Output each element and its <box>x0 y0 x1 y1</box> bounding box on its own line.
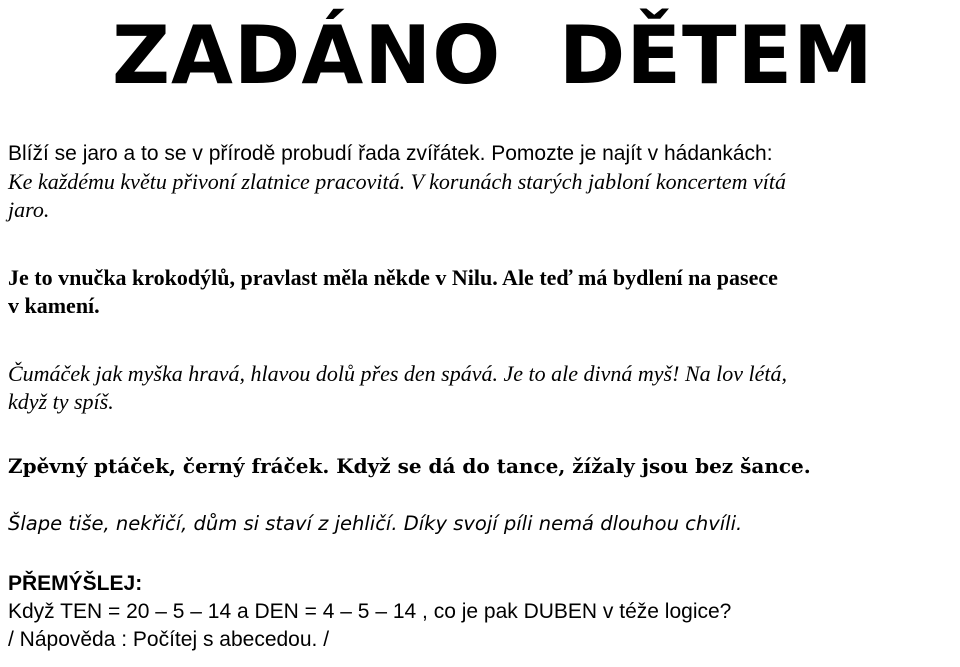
page-title: ZADÁNO DĚTEM <box>112 9 874 102</box>
riddle-bat <box>8 360 956 416</box>
intro-text: Blíží se jaro a to se v přírodě probudí řada zvířátek. Pomozte je najít v hádankách: <box>8 142 773 165</box>
riddle-text-line: Je to vnučka krokodýlů, pravlast měla někde v Nilu. Ale teď má bydlení na pasece <box>8 265 778 290</box>
riddle-text-line: když ty spíš. <box>8 389 114 414</box>
riddle-lizard <box>8 264 956 320</box>
puzzle-hint: / Nápověda : Počítej s abecedou. / <box>8 628 330 651</box>
riddle-text-line: jaro. <box>8 197 50 222</box>
riddle-text-line: Zpěvný ptáček, černý fráček. Když se dá do tance, žížaly jsou bez šance. <box>8 454 811 478</box>
intro-paragraph <box>8 140 956 168</box>
puzzle-question: Když TEN = 20 – 5 – 14 a DEN = 4 – 5 – 14 , co je pak DUBEN v téže logice? <box>8 600 732 623</box>
riddle-text-line: Ke každému květu přivoní zlatnice pracovitá. V korunách starých jabloní koncertem vítá <box>8 169 786 194</box>
riddle-text-line: v kamení. <box>8 293 100 318</box>
riddle-bee <box>8 168 956 224</box>
riddle-text-line: Šlape tiše, nekřičí, dům si staví z jehličí. Díky svojí píli nemá dlouhou chvíli. <box>8 512 743 535</box>
puzzle-heading: PŘEMÝŠLEJ: <box>8 572 143 595</box>
riddle-ant <box>8 510 956 538</box>
riddle-blackbird <box>8 452 956 480</box>
riddle-text-line: Čumáček jak myška hravá, hlavou dolů přes den spává. Je to ale divná myš! Na lov létá, <box>8 361 787 386</box>
puzzle-section <box>8 570 956 654</box>
